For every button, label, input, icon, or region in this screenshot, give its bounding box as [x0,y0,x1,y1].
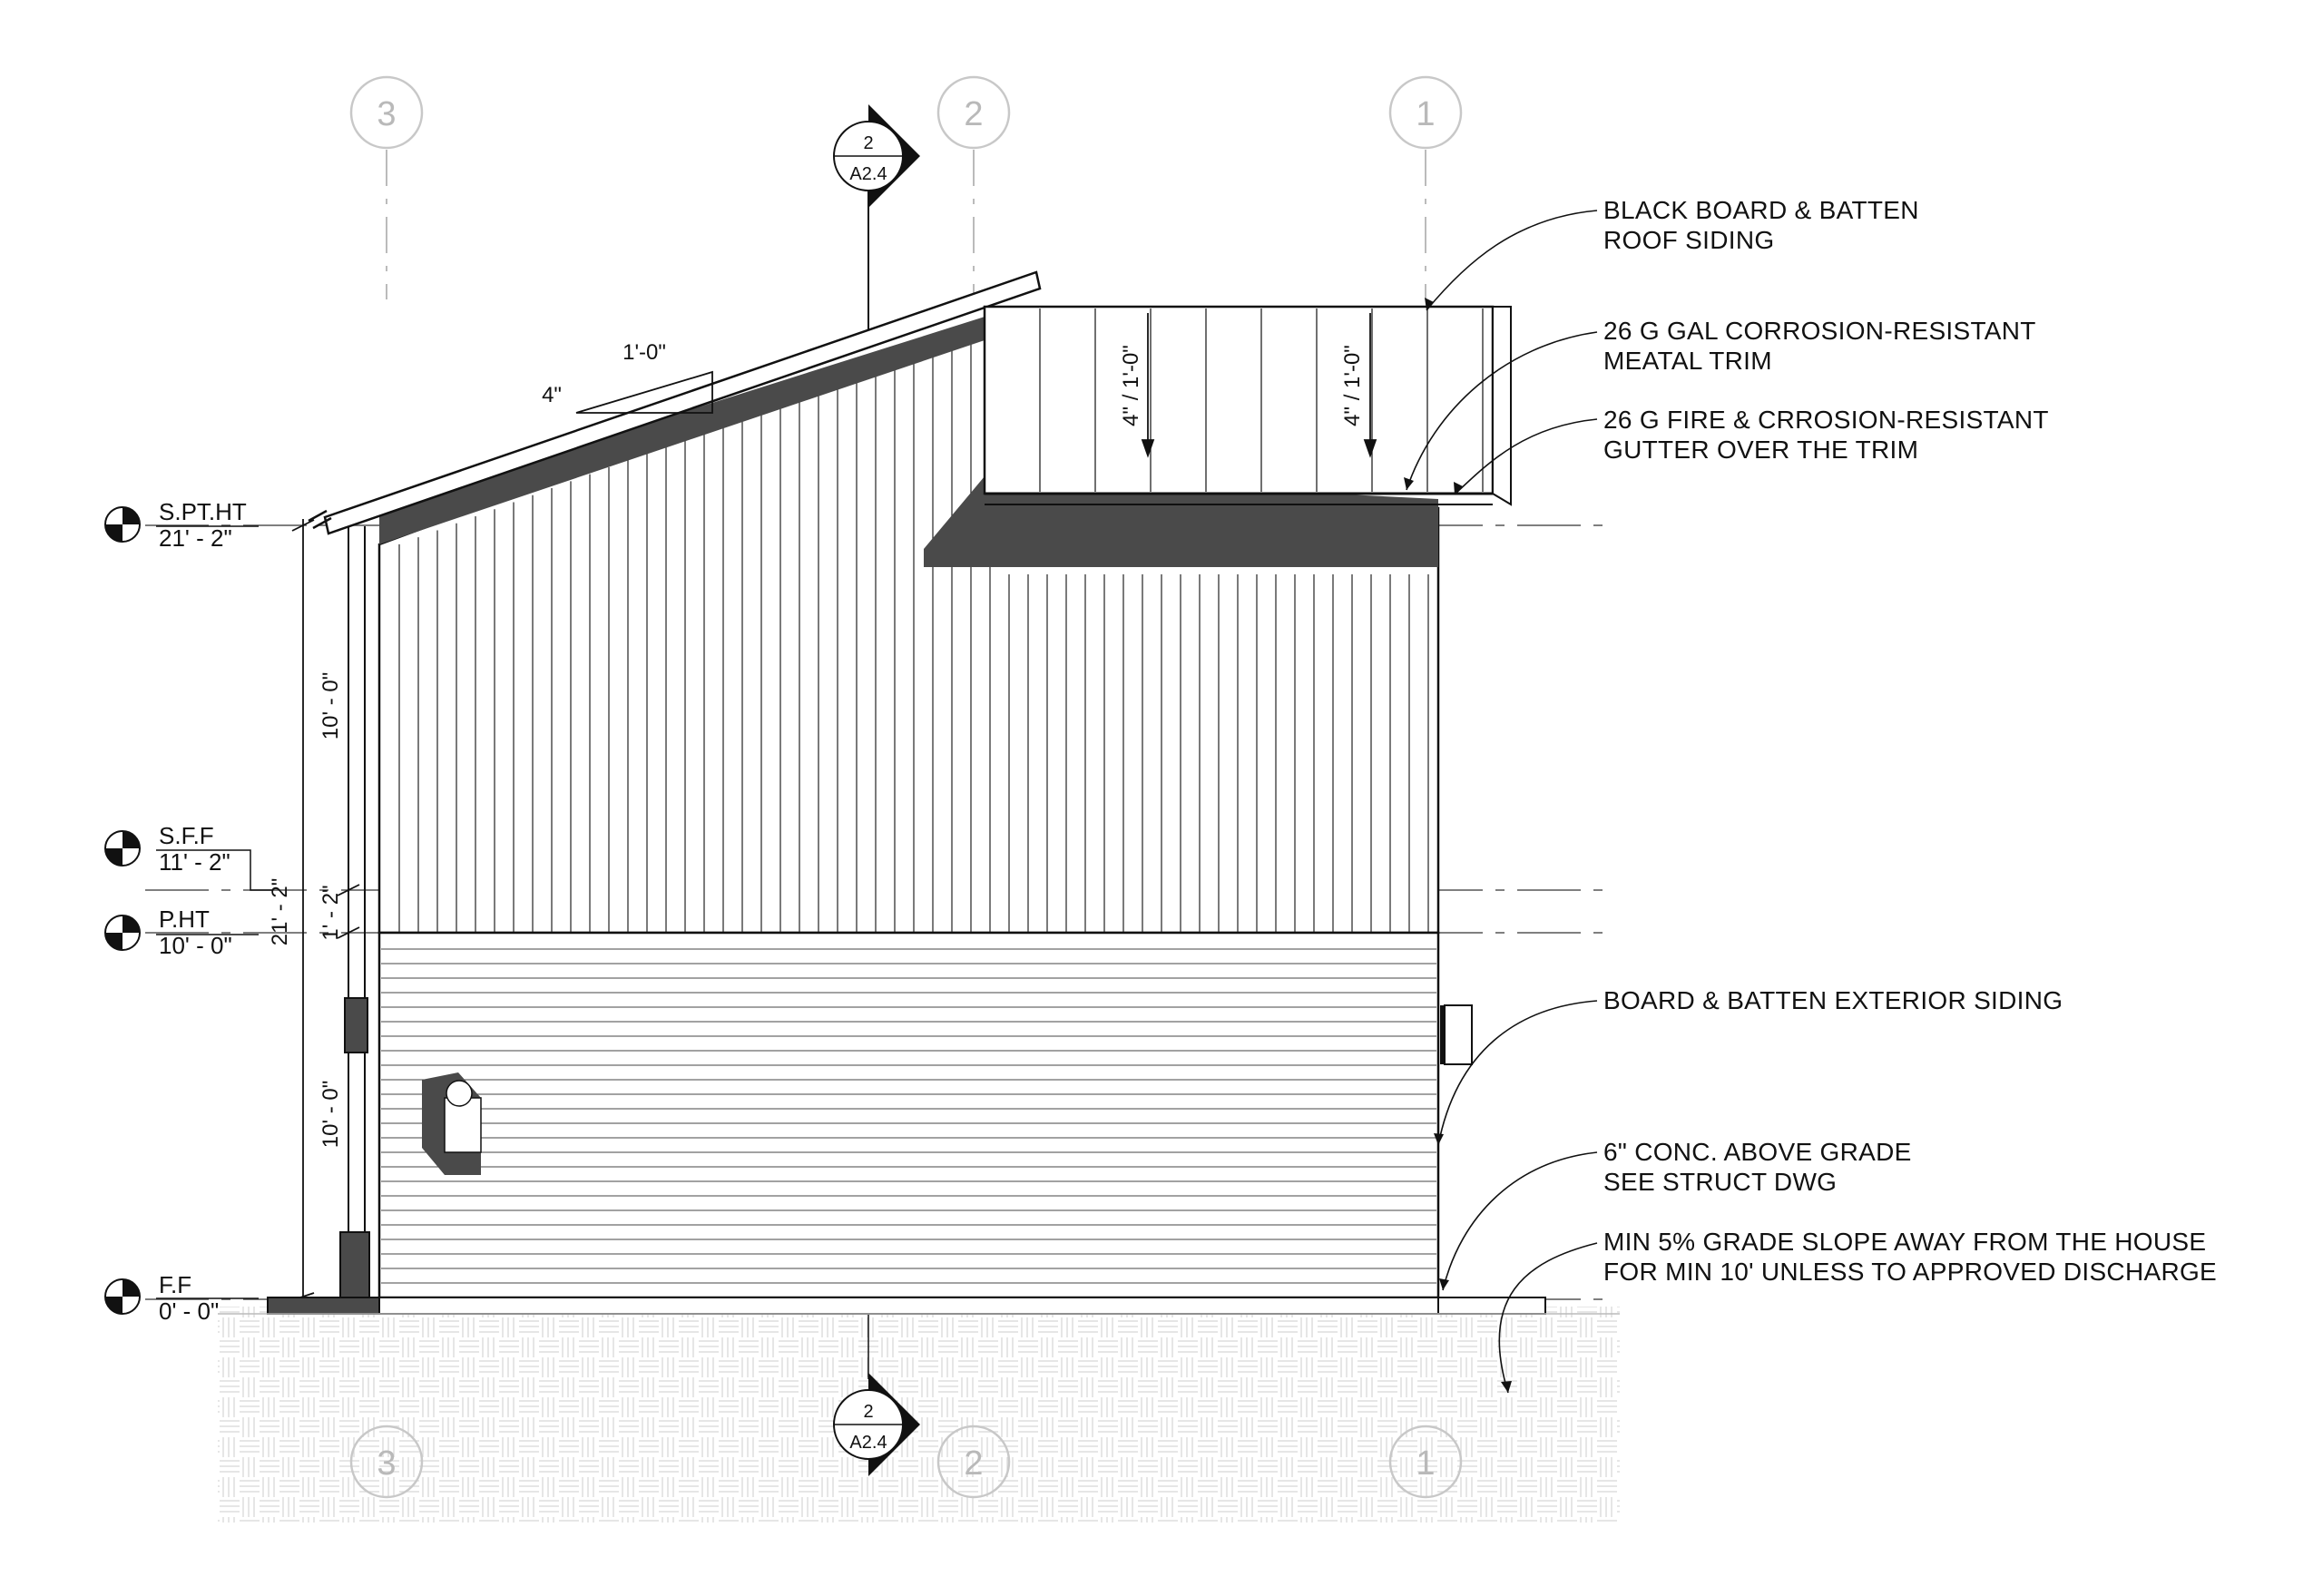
level-marker-spt [105,507,140,542]
note-concrete-line2: SEE STRUCT DWG [1603,1168,1838,1196]
note-gutter-line2: GUTTER OVER THE TRIM [1603,436,1919,464]
note-trim-line2: MEATAL TRIM [1603,347,1772,375]
note-roof-siding-line2: ROOF SIDING [1603,226,1775,254]
note-grade-line2: FOR MIN 10' UNLESS TO APPROVED DISCHARGE [1603,1258,2218,1286]
section-number-bottom: 2 [863,1402,874,1422]
left-trim [348,526,365,1297]
level-marker-pht [105,915,140,950]
section-marker-top [834,104,920,343]
grid-label-1-bottom: 1 [1416,1444,1436,1483]
grid-label-2-bottom: 2 [964,1444,984,1483]
lower-wall [379,933,1438,1297]
grid-label-2-top: 2 [964,95,984,133]
grid-label-3-bottom: 3 [377,1444,397,1483]
roof-slope-tag-2: 4" / 1'-0" [1340,345,1365,426]
dim-floor-depth: 1' - 2" [319,885,343,941]
level-name-sff: S.F.F [159,822,214,849]
fixture-right [1440,1005,1472,1064]
fixture-box-low [340,1232,369,1300]
ground-hatch [218,1307,1620,1523]
foundation [218,1297,1620,1314]
dim-lower: 10' - 0" [319,1080,343,1149]
slope-rise: 4" [542,383,562,407]
section-sheet-bottom: A2.4 [849,1433,887,1453]
level-marker-sff [105,831,140,866]
dim-upper: 10' - 0" [319,671,343,740]
dim-overall: 21' - 2" [268,877,292,946]
section-sheet-top: A2.4 [849,164,887,184]
note-gutter-line1: 26 G FIRE & CRROSION-RESISTANT [1603,406,2049,434]
note-trim-line1: 26 G GAL CORROSION-RESISTANT [1603,317,2036,345]
grid-bubbles-top [351,77,1461,148]
grid-label-3-top: 3 [377,95,397,133]
grid-lines [387,150,1426,299]
level-elev-spt: 21' - 2" [159,524,232,552]
note-exterior-siding: BOARD & BATTEN EXTERIOR SIDING [1603,986,2063,1014]
roof-box [985,307,1511,504]
level-name-spt: S.PT.HT [159,498,247,525]
slope-run: 1'-0" [622,340,666,365]
level-name-pht: P.HT [159,906,210,933]
level-elev-pht: 10' - 0" [159,932,232,959]
section-number-top: 2 [863,133,874,153]
note-concrete-line1: 6" CONC. ABOVE GRADE [1603,1138,1912,1166]
note-roof-siding-line1: BLACK BOARD & BATTEN [1603,196,1919,224]
level-marker-ff [105,1279,140,1314]
level-name-ff: F.F [159,1271,192,1298]
level-elev-ff: 0' - 0" [159,1297,220,1325]
fixture-light-left [345,998,368,1053]
note-grade-line1: MIN 5% GRADE SLOPE AWAY FROM THE HOUSE [1603,1228,2207,1256]
roof-slope-tag-1: 4" / 1'-0" [1119,345,1143,426]
grid-label-1-top: 1 [1416,95,1436,133]
level-elev-sff: 11' - 2" [159,848,230,876]
